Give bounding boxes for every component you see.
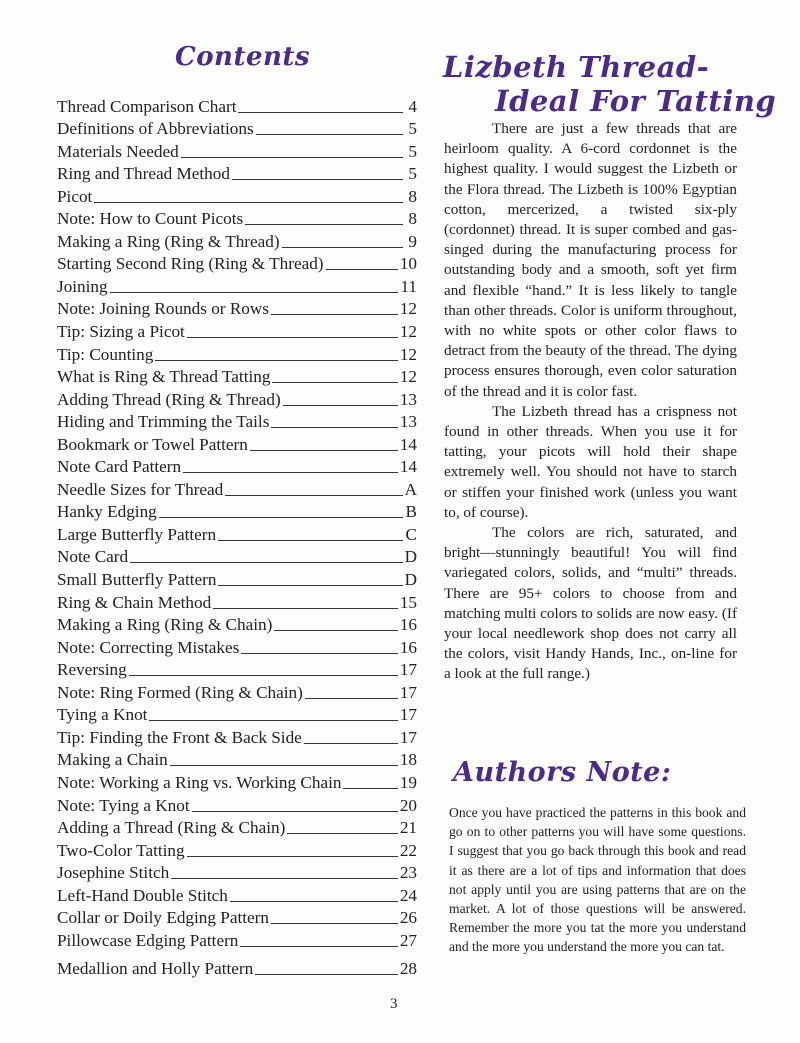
- toc-entry: [57, 816, 417, 839]
- toc-entry: [57, 838, 417, 861]
- toc-entry-page: 17: [399, 727, 417, 747]
- toc-leader-line: [192, 811, 398, 812]
- toc-entry: [57, 342, 417, 365]
- toc-entry-page: 8: [408, 209, 417, 229]
- toc-entry-title: Bookmark or Towel Pattern: [57, 434, 248, 454]
- toc-entry-title: Starting Second Ring (Ring & Thread): [57, 254, 324, 274]
- toc-entry: [57, 432, 417, 455]
- table-of-contents: [57, 94, 417, 979]
- toc-entry-page: D: [404, 547, 417, 567]
- toc-entry-title: Making a Ring (Ring & Chain): [57, 615, 273, 635]
- toc-entry: [57, 319, 417, 342]
- toc-leader-line: [271, 427, 397, 428]
- lizbeth-heading-line1: Lizbeth Thread-: [443, 50, 710, 84]
- toc-entry-page: 4: [408, 96, 417, 116]
- toc-leader-line: [305, 698, 398, 699]
- toc-leader-line: [218, 585, 402, 586]
- toc-leader-line: [225, 495, 402, 496]
- toc-entry-title: Needle Sizes for Thread: [57, 479, 224, 499]
- toc-entry-title: Ring and Thread Method: [57, 164, 230, 184]
- toc-entry-title: Tip: Counting: [57, 344, 154, 364]
- toc-leader-line: [287, 833, 397, 834]
- authors-note-heading: Authors Note:: [453, 757, 672, 788]
- toc-leader-line: [110, 292, 399, 293]
- toc-entry: [57, 162, 417, 185]
- toc-entry-page: B: [405, 502, 417, 522]
- toc-entry-title: What is Ring & Thread Tatting: [57, 367, 271, 387]
- toc-leader-line: [241, 653, 397, 654]
- toc-entry-title: Large Butterfly Pattern: [57, 524, 217, 544]
- toc-entry: [57, 365, 417, 388]
- toc-entry-title: Note: Working a Ring vs. Working Chain: [57, 772, 342, 792]
- toc-entry-page: 14: [399, 434, 417, 454]
- toc-leader-line: [187, 337, 398, 338]
- toc-entry: [57, 567, 417, 590]
- toc-entry: [57, 861, 417, 884]
- toc-entry-page: 17: [399, 660, 417, 680]
- toc-entry-title: Making a Ring (Ring & Thread): [57, 231, 280, 251]
- toc-entry-page: A: [404, 479, 417, 499]
- lizbeth-paragraph: The Lizbeth thread has a crispness not found in other threads. When you use it for tatting, your picots will hold their shape extremely well. You should not have to starch or stiffen your finished work (unless you want to, of course).: [444, 402, 737, 521]
- toc-entry-title: Note Card: [57, 547, 129, 567]
- lizbeth-article-body: [444, 119, 737, 685]
- toc-leader-line: [129, 675, 398, 676]
- toc-leader-line: [183, 472, 398, 473]
- toc-entry: [57, 590, 417, 613]
- toc-entry: [57, 906, 417, 929]
- toc-entry-title: Collar or Doily Edging Pattern: [57, 908, 269, 928]
- toc-entry-page: 18: [399, 750, 417, 770]
- toc-entry: [57, 387, 417, 410]
- toc-entry-page: 5: [408, 119, 417, 139]
- toc-leader-line: [159, 517, 403, 518]
- toc-entry-page: 13: [399, 412, 417, 432]
- toc-entry: [57, 252, 417, 275]
- toc-entry: [57, 635, 417, 658]
- toc-leader-line: [240, 946, 397, 947]
- toc-entry-title: Small Butterfly Pattern: [57, 570, 217, 590]
- toc-entry: [57, 793, 417, 816]
- authors-note-paragraph: Once you have practiced the patterns in this book and go on to other patterns you will have some questions. I suggest that you go back through this book and read it as there are a lot of tips and information that does not apply until you are using patterns that are on the market. A lot of those questions will be answered. Remember the more you tat the more you understand and the more you understand the more you can tat.: [449, 805, 746, 955]
- toc-leader-line: [282, 247, 403, 248]
- toc-entry-page: 10: [399, 254, 417, 274]
- toc-entry-page: 13: [399, 389, 417, 409]
- toc-entry-page: 17: [399, 682, 417, 702]
- toc-entry: [57, 522, 417, 545]
- contents-heading: Contents: [175, 42, 311, 72]
- toc-entry-title: Joining: [57, 276, 108, 296]
- toc-leader-line: [250, 450, 398, 451]
- toc-entry-page: 12: [399, 344, 417, 364]
- toc-entry-page: 5: [408, 164, 417, 184]
- toc-entry-page: 26: [399, 908, 417, 928]
- toc-entry: [57, 725, 417, 748]
- toc-entry-title: Pillowcase Edging Pattern: [57, 930, 239, 950]
- toc-entry-title: Reversing: [57, 660, 127, 680]
- toc-entry-title: Definitions of Abbreviations: [57, 119, 254, 139]
- toc-leader-line: [155, 360, 397, 361]
- toc-leader-line: [271, 923, 398, 924]
- toc-entry-page: 9: [408, 231, 417, 251]
- toc-entry: [57, 229, 417, 252]
- toc-entry-page: 27: [399, 930, 417, 950]
- toc-entry-title: Tip: Finding the Front & Back Side: [57, 727, 302, 747]
- toc-entry: [57, 139, 417, 162]
- toc-entry-title: Note: Correcting Mistakes: [57, 637, 240, 657]
- toc-entry-title: Josephine Stitch: [57, 863, 170, 883]
- toc-entry-page: 12: [399, 299, 417, 319]
- toc-entry-title: Tying a Knot: [57, 705, 148, 725]
- toc-entry-page: 20: [399, 795, 417, 815]
- toc-entry: [57, 94, 417, 117]
- toc-entry-page: D: [404, 570, 417, 590]
- toc-entry-page: 5: [408, 141, 417, 161]
- toc-entry-title: Hiding and Trimming the Tails: [57, 412, 270, 432]
- toc-entry: [57, 207, 417, 230]
- lizbeth-paragraph: The colors are rich, saturated, and bright—stunningly beautiful! You will find variegated colors, solids, and “multi” threads. There are 95+ colors to choose from and matching multi colors to solids are now easy. (If your local needlework shop does not carry all the colors, visit Handy Hands, Inc., on-line for a look at the full range.): [444, 524, 737, 683]
- toc-entry: [57, 500, 417, 523]
- toc-entry-title: Thread Comparison Chart: [57, 96, 237, 116]
- toc-entry: [57, 297, 417, 320]
- toc-entry-title: Hanky Edging: [57, 502, 157, 522]
- toc-leader-line: [218, 540, 403, 541]
- toc-entry-page: 8: [408, 186, 417, 206]
- toc-entry-title: Note: Ring Formed (Ring & Chain): [57, 682, 303, 702]
- toc-leader-line: [255, 974, 398, 975]
- toc-leader-line: [232, 179, 403, 180]
- authors-note-body: [449, 803, 746, 957]
- toc-entry: [57, 680, 417, 703]
- page-number: 3: [390, 996, 398, 1012]
- toc-leader-line: [181, 157, 403, 158]
- toc-leader-line: [230, 901, 398, 902]
- toc-entry-page: 23: [399, 863, 417, 883]
- toc-entry-page: 21: [399, 818, 417, 838]
- lizbeth-paragraph: There are just a few threads that are heirloom quality. A 6-cord cordonnet is the highest quality. I would suggest the Lizbeth or the Flora thread. The Lizbeth is 100% Egyptian cotton, mercerized, a twisted six-ply (cordonnet) thread. It is super combed and gas-singed during the manufacturing process for outstanding body and a smooth, soft yet firm and flexible “hand.” It is less likely to tangle than other threads. Color is uniform throughout, with no white spots or other color flaws to detract from the beauty of the thread. The dying process ensures thorough, even color saturation of the thread and it is color fast.: [444, 120, 737, 400]
- toc-entry: [57, 274, 417, 297]
- toc-leader-line: [271, 314, 398, 315]
- toc-entry: [57, 703, 417, 726]
- toc-entry: [57, 770, 417, 793]
- toc-leader-line: [94, 202, 403, 203]
- toc-leader-line: [149, 720, 397, 721]
- toc-leader-line: [343, 788, 397, 789]
- toc-leader-line: [171, 878, 398, 879]
- toc-entry: [57, 410, 417, 433]
- toc-entry: [57, 184, 417, 207]
- toc-entry-title: Adding a Thread (Ring & Chain): [57, 818, 286, 838]
- toc-entry: [57, 748, 417, 771]
- toc-entry-title: Two-Color Tatting: [57, 840, 185, 860]
- toc-entry-title: Medallion and Holly Pattern: [57, 959, 254, 979]
- toc-entry-page: 15: [399, 592, 417, 612]
- toc-leader-line: [326, 269, 398, 270]
- toc-entry-page: 22: [399, 840, 417, 860]
- toc-entry-title: Tip: Sizing a Picot: [57, 322, 185, 342]
- toc-entry: [57, 613, 417, 636]
- lizbeth-heading-line2: Ideal For Tatting: [495, 84, 777, 118]
- toc-entry-title: Materials Needed: [57, 141, 179, 161]
- toc-entry-title: Note: Joining Rounds or Rows: [57, 299, 269, 319]
- toc-leader-line: [274, 630, 398, 631]
- toc-leader-line: [130, 562, 402, 563]
- toc-entry-title: Note Card Pattern: [57, 457, 182, 477]
- toc-entry-page: 14: [399, 457, 417, 477]
- toc-entry: [57, 658, 417, 681]
- toc-leader-line: [304, 743, 398, 744]
- toc-entry-page: 16: [399, 637, 417, 657]
- toc-entry-title: Note: How to Count Picots: [57, 209, 244, 229]
- toc-entry-title: Picot: [57, 186, 93, 206]
- toc-entry-page: 24: [399, 885, 417, 905]
- toc-entry-title: Ring & Chain Method: [57, 592, 212, 612]
- toc-entry-title: Note: Tying a Knot: [57, 795, 190, 815]
- toc-leader-line: [272, 382, 397, 383]
- toc-entry-page: 16: [399, 615, 417, 635]
- toc-entry: [57, 455, 417, 478]
- toc-entry-page: 12: [399, 322, 417, 342]
- toc-leader-line: [213, 608, 398, 609]
- toc-entry-title: Making a Chain: [57, 750, 168, 770]
- toc-leader-line: [283, 405, 398, 406]
- toc-entry-title: Adding Thread (Ring & Thread): [57, 389, 281, 409]
- toc-entry-page: 19: [399, 772, 417, 792]
- toc-leader-line: [256, 134, 403, 135]
- toc-entry: [57, 928, 417, 951]
- toc-entry: [57, 957, 417, 980]
- toc-entry-title: Left-Hand Double Stitch: [57, 885, 228, 905]
- toc-leader-line: [238, 112, 403, 113]
- toc-entry-page: 28: [399, 959, 417, 979]
- toc-leader-line: [170, 765, 398, 766]
- toc-entry-page: 11: [400, 276, 417, 296]
- toc-entry: [57, 883, 417, 906]
- toc-entry: [57, 545, 417, 568]
- toc-entry-page: 12: [399, 367, 417, 387]
- toc-leader-line: [187, 856, 398, 857]
- toc-entry-page: 17: [399, 705, 417, 725]
- toc-entry-page: C: [405, 524, 417, 544]
- toc-entry: [57, 477, 417, 500]
- toc-leader-line: [245, 224, 403, 225]
- toc-entry: [57, 117, 417, 140]
